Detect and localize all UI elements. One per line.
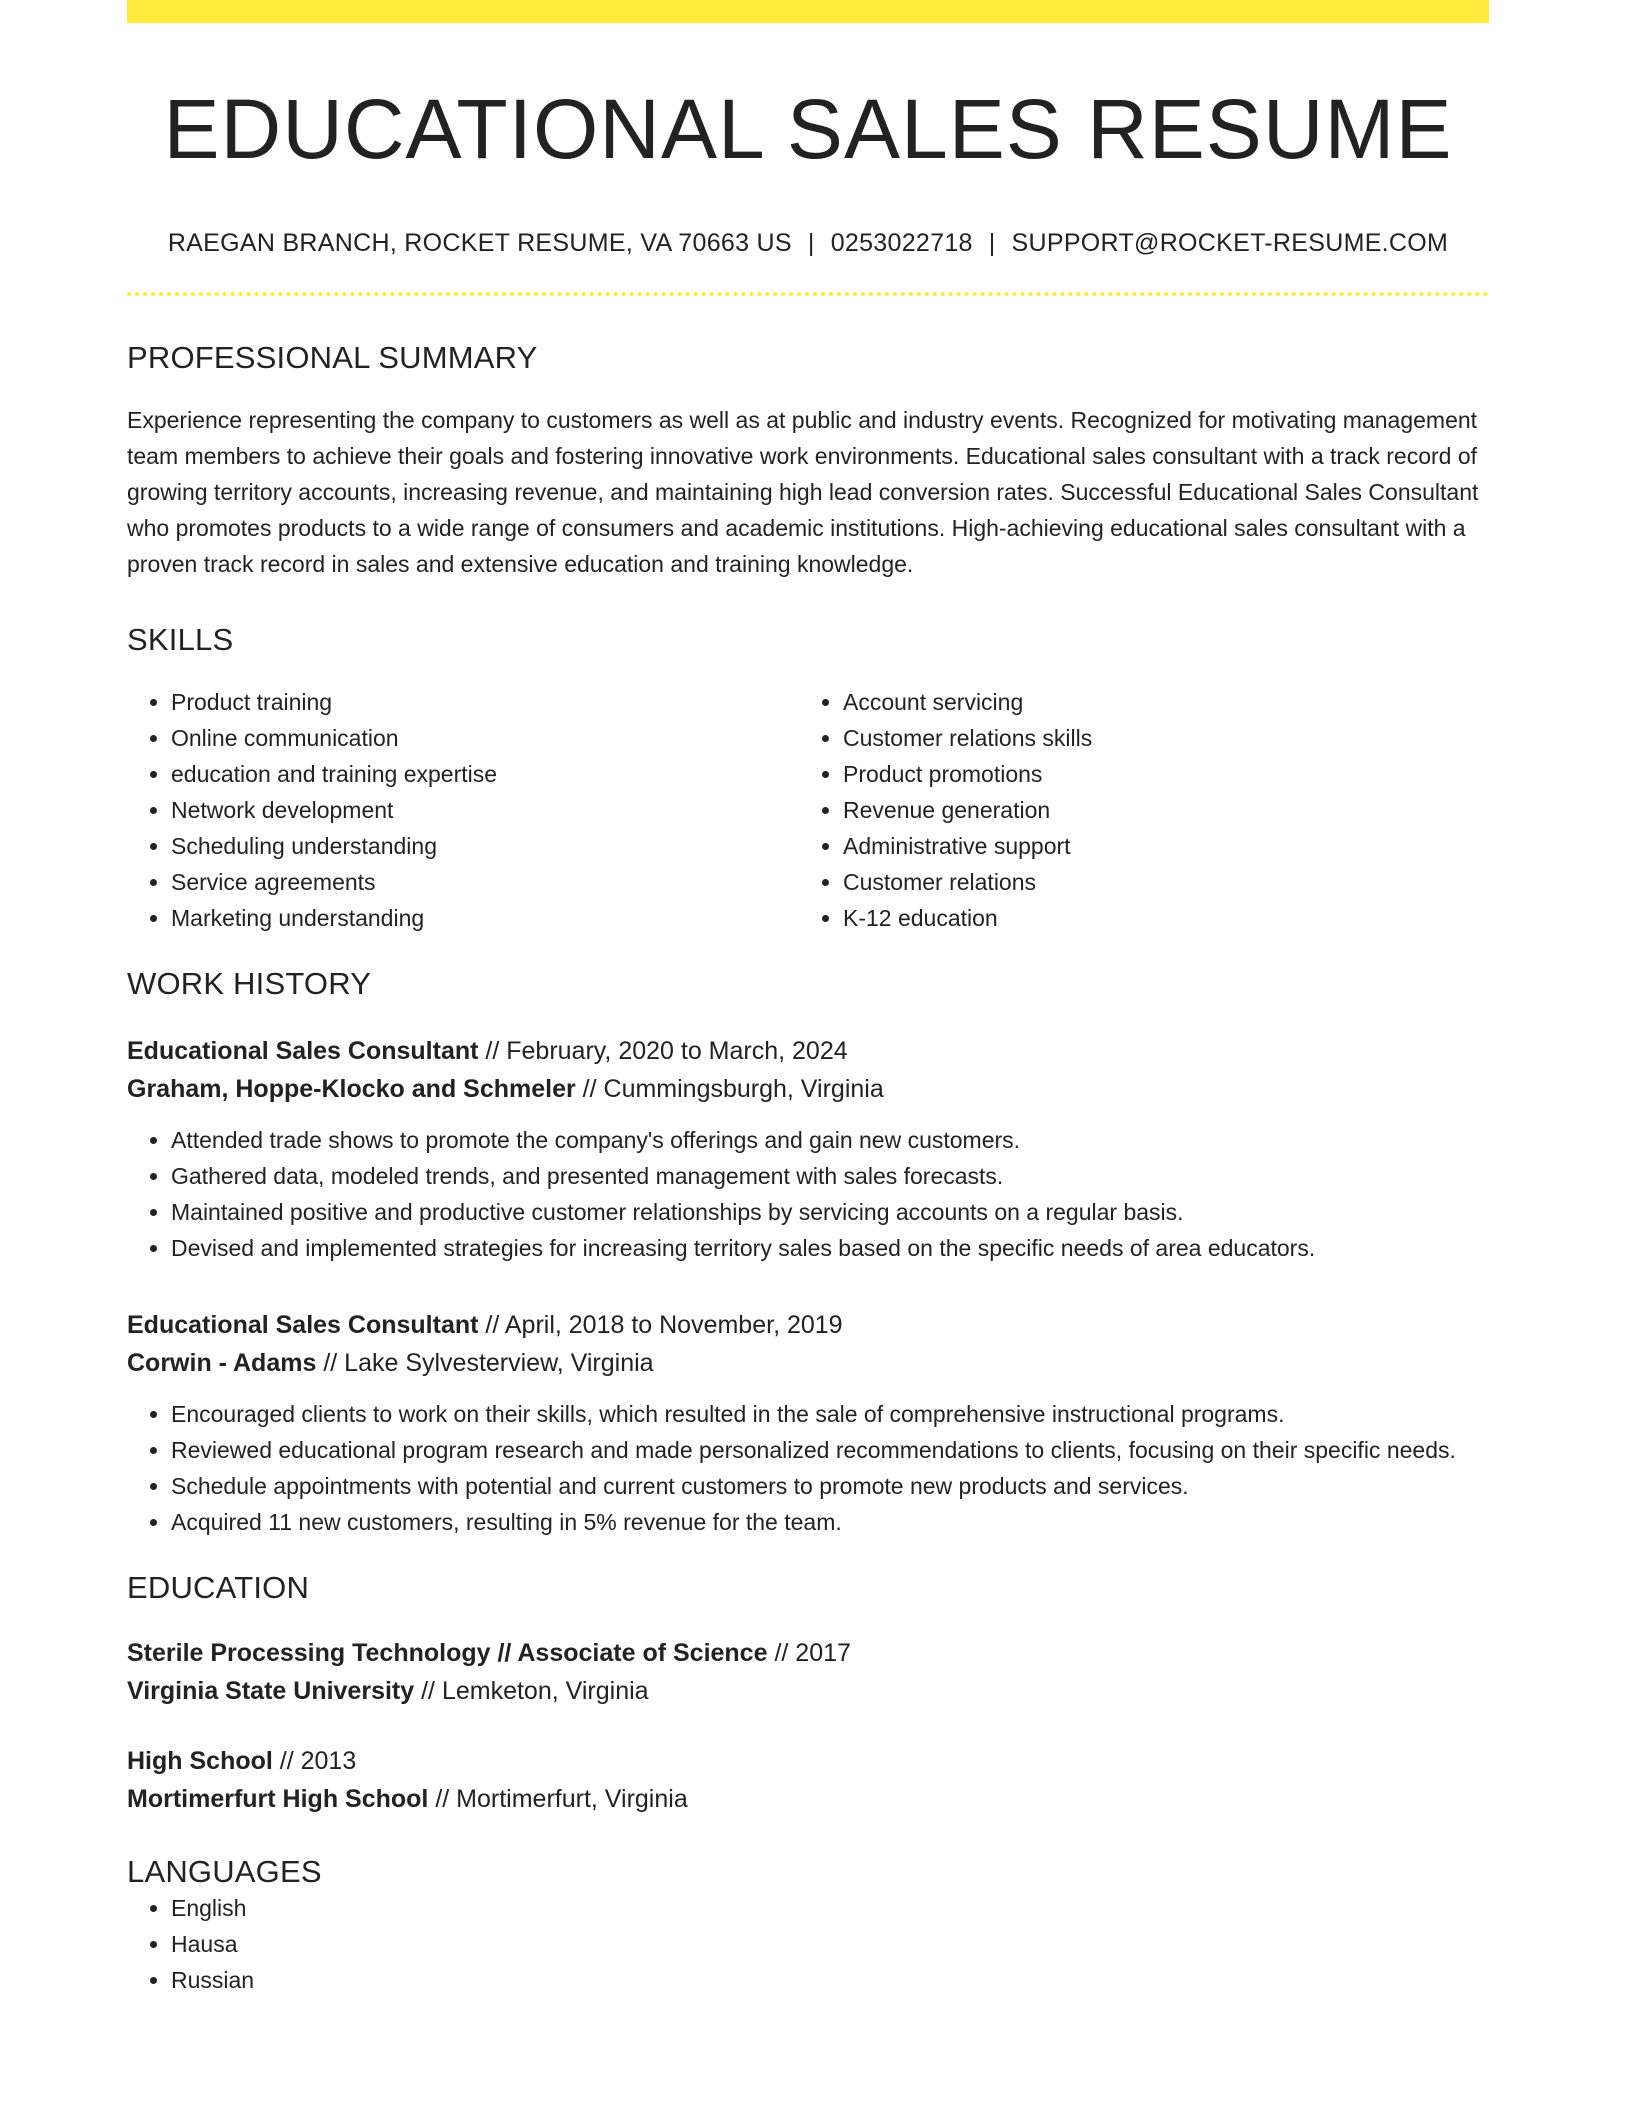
skill-item: • Account servicing [843, 684, 1489, 720]
education-degree-line [127, 1634, 1489, 1672]
contact-address: RAEGAN BRANCH, ROCKET RESUME, VA 70663 US [167, 229, 792, 258]
job-bullet: • Reviewed educational program research and made personalized recommendations to clients, focusing on their specific needs. [171, 1432, 1489, 1468]
education-heading: EDUCATION [127, 1570, 310, 1606]
skill-item: • Network development [171, 792, 799, 828]
job-bullet: • Acquired 11 new customers, resulting in 5% revenue for the team. [171, 1504, 1489, 1540]
job-bullets [127, 1396, 1489, 1540]
job-role-line [127, 1032, 1489, 1070]
job-company-line [127, 1344, 1489, 1382]
education-year: // 2013 [279, 1747, 357, 1776]
education-degree: Sterile Processing Technology // Associate of Science [127, 1639, 768, 1668]
education-school: Virginia State University [127, 1677, 415, 1706]
job-bullet: • Encouraged clients to work on their skills, which resulted in the sale of comprehensive instructional programs. [171, 1396, 1489, 1432]
job-role-line [127, 1306, 1489, 1344]
skill-item: • Revenue generation [843, 792, 1489, 828]
language-item: • Russian [171, 1962, 1489, 1998]
summary-heading: PROFESSIONAL SUMMARY [127, 340, 538, 376]
skill-item: • Product training [171, 684, 799, 720]
job-bullet: • Gathered data, modeled trends, and presented management with sales forecasts. [171, 1158, 1489, 1194]
job-bullet: • Attended trade shows to promote the company's offerings and gain new customers. [171, 1122, 1489, 1158]
language-item: • Hausa [171, 1926, 1489, 1962]
job-role: Educational Sales Consultant [127, 1037, 479, 1066]
job-location: // Lake Sylvesterview, Virginia [323, 1349, 654, 1378]
language-item: • English [171, 1890, 1489, 1926]
skills-column-left [127, 684, 799, 936]
skill-item: • education and training expertise [171, 756, 799, 792]
skill-item: • Marketing understanding [171, 900, 799, 936]
contact-email: SUPPORT@ROCKET-RESUME.COM [1011, 229, 1449, 258]
summary-text: Experience representing the company to customers as well as at public and industry events. Recognized for motivating management team members to achieve their goals and fostering innovative work environments. Educational sales consultant with a track record of growing territory accounts, increasing revenue, and maintaining high lead conversion rates. Successful Educational Sales Consultant who promotes products to a wide range of consumers and academic institutions. High-achieving educational sales consultant with a proven track record in sales and extensive education and training knowledge. [127, 407, 1479, 578]
skill-item: • Product promotions [843, 756, 1489, 792]
education-school-line [127, 1780, 1489, 1818]
skill-item: • Service agreements [171, 864, 799, 900]
job-dates: // February, 2020 to March, 2024 [485, 1037, 848, 1066]
education-school: Mortimerfurt High School [127, 1785, 429, 1814]
languages-heading: LANGUAGES [127, 1854, 322, 1890]
top-accent-bar [127, 0, 1489, 23]
education-entry [127, 1634, 1489, 1710]
job-role: Educational Sales Consultant [127, 1311, 479, 1340]
contact-line [127, 229, 1489, 258]
dotted-divider [127, 292, 1489, 296]
education-school-line [127, 1672, 1489, 1710]
skill-item: • Customer relations [843, 864, 1489, 900]
job-location: // Cummingsburgh, Virginia [582, 1075, 884, 1104]
skills-column-right [799, 684, 1489, 936]
job-company: Corwin - Adams [127, 1349, 317, 1378]
job-entry [127, 1032, 1489, 1266]
skills-heading: SKILLS [127, 622, 234, 658]
resume-title: EDUCATIONAL SALES RESUME [163, 82, 1453, 176]
job-bullet: • Schedule appointments with potential and current customers to promote new products and services. [171, 1468, 1489, 1504]
education-entry [127, 1742, 1489, 1818]
contact-phone: 0253022718 [830, 229, 973, 258]
resume-page [127, 0, 1489, 1998]
job-entry [127, 1306, 1489, 1540]
job-company: Graham, Hoppe-Klocko and Schmeler [127, 1075, 576, 1104]
skill-item: • Online communication [171, 720, 799, 756]
languages-list [127, 1890, 1489, 1998]
job-dates: // April, 2018 to November, 2019 [485, 1311, 843, 1340]
education-location: // Lemketon, Virginia [421, 1677, 649, 1706]
job-bullet: • Maintained positive and productive customer relationships by servicing accounts on a regular basis. [171, 1194, 1489, 1230]
skill-item: • Administrative support [843, 828, 1489, 864]
skill-item: • Customer relations skills [843, 720, 1489, 756]
skill-item: • Scheduling understanding [171, 828, 799, 864]
education-location: // Mortimerfurt, Virginia [435, 1785, 688, 1814]
skill-item: • K-12 education [843, 900, 1489, 936]
contact-separator: | [988, 229, 996, 258]
job-company-line [127, 1070, 1489, 1108]
work-history-heading: WORK HISTORY [127, 966, 372, 1002]
skills-list [127, 684, 1489, 936]
education-degree: High School [127, 1747, 273, 1776]
education-year: // 2017 [774, 1639, 851, 1668]
job-bullets [127, 1122, 1489, 1266]
contact-separator: | [807, 229, 815, 258]
job-bullet: • Devised and implemented strategies for increasing territory sales based on the specific needs of area educators. [171, 1230, 1489, 1266]
education-degree-line [127, 1742, 1489, 1780]
